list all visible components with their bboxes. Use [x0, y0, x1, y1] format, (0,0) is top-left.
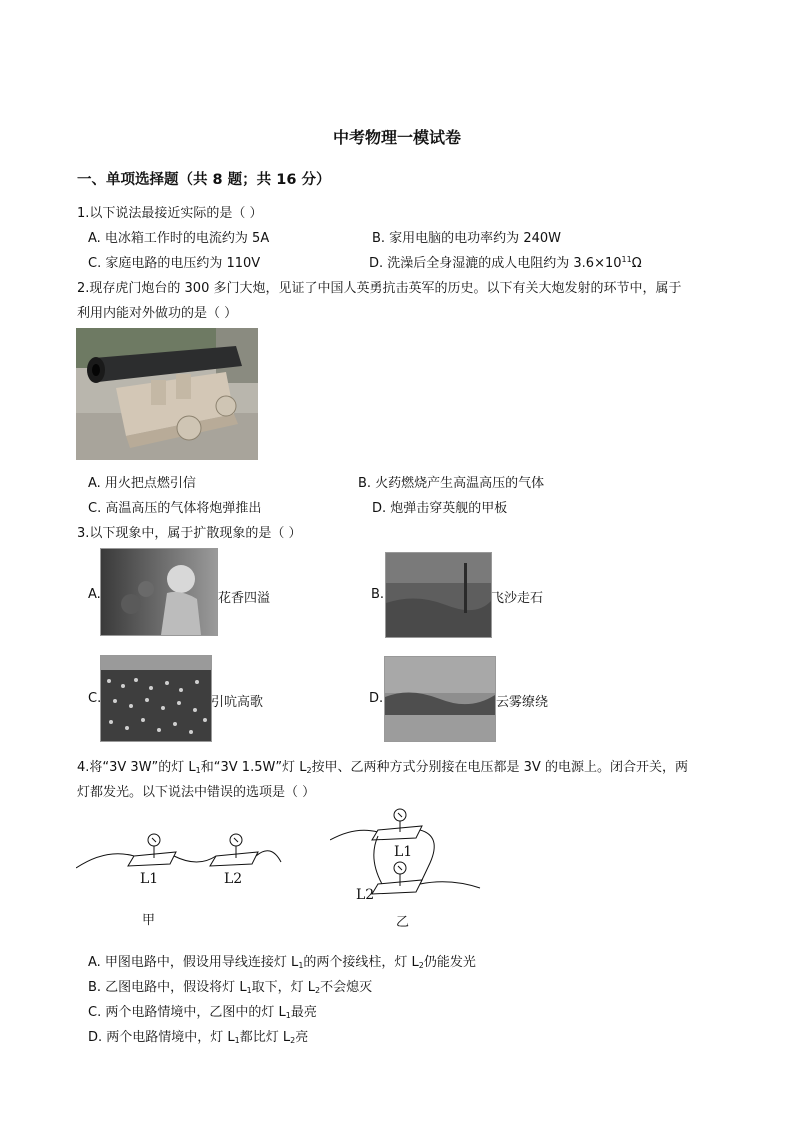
q2-option-b: B. 火药燃烧产生高温高压的气体 — [358, 476, 545, 491]
q1-option-a: A. 电冰箱工作时的电流约为 5A — [88, 231, 270, 246]
page-title: 中考物理一模试卷 — [332, 128, 461, 147]
q3-option-a-text: 花香四溢 — [218, 591, 271, 606]
q4-stem-line2: 灯都发光。以下说法中错误的选项是（ ） — [77, 785, 316, 800]
circuit-jia-diagram — [76, 828, 286, 898]
circuit-jia-label-l2: L2 — [224, 871, 243, 887]
section-heading: 一、单项选择题（共 8 题；共 16 分） — [77, 172, 331, 188]
q4-stem-line1: 4.将“3V 3W”的灯 $L_1$和“3V 1.5W”灯 $L_2$按甲、乙两种方式分别接在电压都是 3V 的电源上。闭合开关，两 — [77, 760, 688, 775]
circuit-yi-label-l2: L2 — [356, 887, 375, 903]
q2-option-c: C. 高温高压的气体将炮弹推出 — [88, 501, 262, 516]
crowd-singing-photo — [100, 655, 212, 742]
q1-option-c: C. 家庭电路的电压约为 110V — [88, 256, 261, 271]
q2-option-a: A. 用火把点燃引信 — [88, 476, 196, 491]
q3-option-d-letter: D. — [369, 691, 384, 706]
q2-stem-line1: 2.现存虎门炮台的 300 多门大炮，见证了中国人英勇抗击英军的历史。以下有关大炮发射的环节中，属于 — [77, 281, 682, 296]
flower-fragrance-photo — [100, 548, 218, 636]
q3-stem: 3.以下现象中，属于扩散现象的是（ ） — [77, 526, 302, 541]
circuit-jia-label-l1: L1 — [140, 871, 159, 887]
q4-option-a: A. 甲图电路中，假设用导线连接灯 $L_1$的两个接线柱，灯 $L_2$仍能发光 — [88, 955, 476, 970]
sandstorm-photo — [385, 552, 492, 638]
circuit-yi-caption: 乙 — [396, 915, 410, 930]
q1-option-b: B. 家用电脑的电功率约为 240W — [372, 231, 561, 246]
circuit-jia-caption: 甲 — [142, 913, 156, 928]
q2-option-d: D. 炮弹击穿英舰的甲板 — [372, 501, 508, 516]
q3-option-b-text: 飞沙走石 — [491, 591, 544, 606]
q3-option-c-letter: C. — [88, 691, 102, 706]
q3-option-c-text: 引吭高歌 — [211, 695, 264, 710]
cloud-mist-photo — [384, 656, 496, 742]
q4-option-c: C. 两个电路情境中，乙图中的灯 $L_1$最亮 — [88, 1005, 317, 1020]
q1-stem: 1.以下说法最接近实际的是（ ） — [77, 206, 263, 221]
q3-option-a-letter: A. — [88, 587, 101, 602]
q1-option-d: D. 洗澡后全身湿漉的成人电阻约为 $3.6\times 10^{11}\Omega$ — [369, 255, 642, 271]
q4-option-b: B. 乙图电路中，假设将灯 $L_1$取下，灯 $L_2$不会熄灭 — [88, 980, 373, 995]
cannon-photo — [76, 328, 258, 460]
q3-option-b-letter: B. — [371, 587, 385, 602]
q3-option-d-text: 云雾缭绕 — [496, 695, 549, 710]
q4-option-d: D. 两个电路情境中，灯 $L_1$都比灯 $L_2$亮 — [88, 1030, 309, 1045]
q2-stem-line2: 利用内能对外做功的是（ ） — [77, 306, 238, 321]
circuit-yi-label-l1: L1 — [394, 844, 413, 860]
